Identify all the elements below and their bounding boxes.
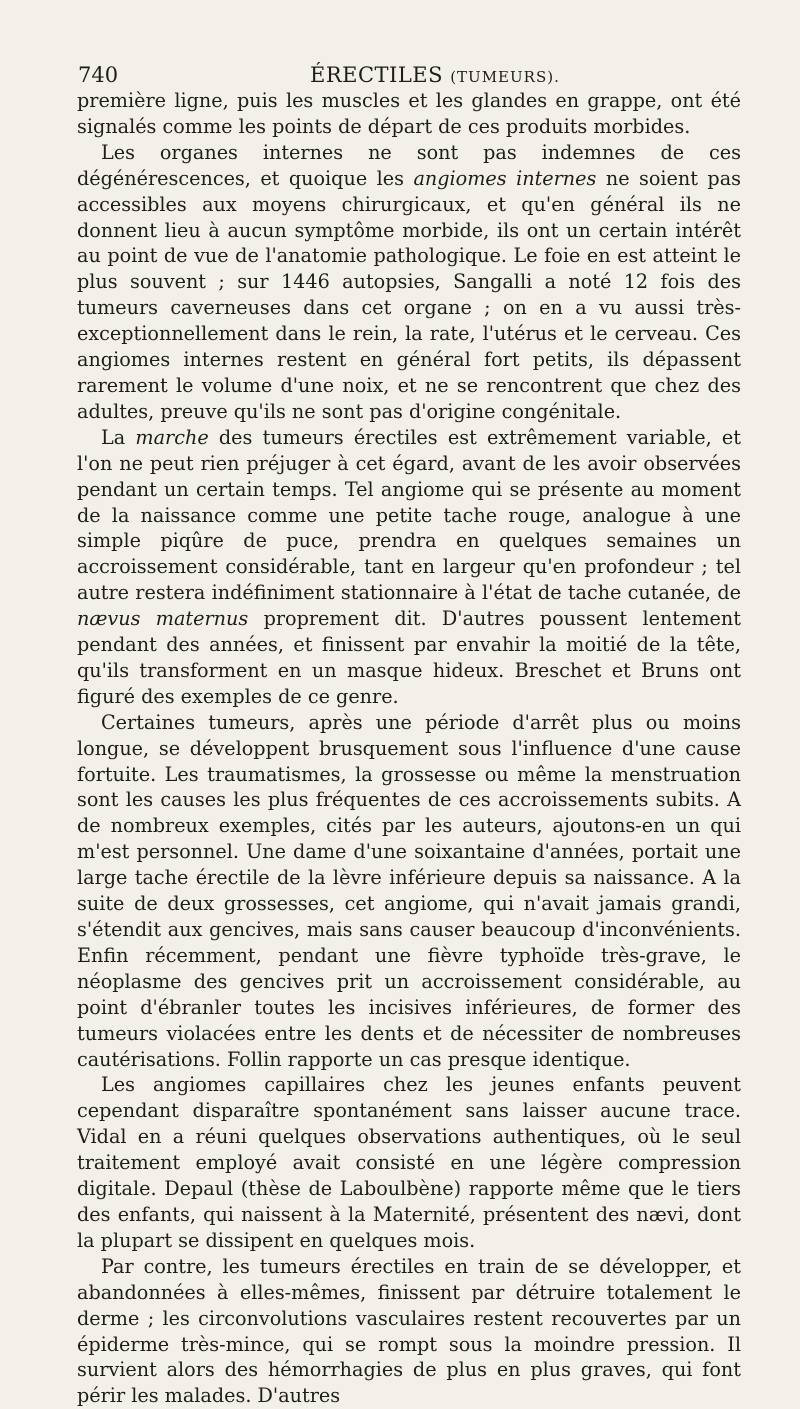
running-title-main: ÉRECTILES: [310, 63, 444, 87]
page-number: 740: [78, 63, 119, 87]
paragraph-1: première ligne, puis les muscles et les glandes en grappe, ont été signalés comme les points de départ de ces produits morbides.: [77, 89, 741, 138]
running-title-sub: (TUMEURS).: [450, 68, 560, 86]
paragraph-2: [77, 140, 741, 425]
paragraph-2-text-b: ne soient pas accessibles aux moyens chirurgicaux, et qu'en général ils ne donnent lieu à aucun symptôme morbide, ils ont un certain intérêt au point de vue de l'anatomie pathologique. Le foie en est atteint le plus souvent ; sur 1446 autopsies, Sangalli a noté 12 fois des tumeurs caverneuses dans cet organe ; on en a vu aussi très-exceptionnellement dans le rein, la rate, l'utérus et le cerveau. Ces angiomes internes restent en général fort petits, ils dépassent rarement le volume d'une noix, et ne se rencontrent que chez des adultes, preuve qu'ils ne sont pas d'origine congénitale.: [77, 166, 741, 423]
paragraph-2-emphasis: angiomes internes: [413, 166, 597, 190]
paragraph-3: [77, 425, 741, 710]
running-header: [78, 60, 740, 90]
paragraph-6: Par contre, les tumeurs érectiles en train de se développer, et abandonnées à elles-mêmes, finissent par détruire totalement le derme ; les circonvolutions vasculaires restent recouvertes par un épiderme très-mince, qui se rompt sous la moindre pression. Il survient alors des hémorrhagies de plus en plus graves, qui font périr les malades. D'autres: [77, 1254, 741, 1408]
paragraph-3-emphasis-2: nævus maternus: [77, 607, 249, 631]
paragraph-4: Certaines tumeurs, après une période d'arrêt plus ou moins longue, se développent brusquement sous l'influence d'une cause fortuite. Les traumatismes, la grossesse ou même la menstruation sont les causes les plus fréquentes de ces accroissements subits. A de nombreux exemples, cités par les auteurs, ajoutons-en un qui m'est personnel. Une dame d'une soixantaine d'années, portait une large tache érectile de la lèvre inférieure depuis sa naissance. A la suite de deux grossesses, cet angiome, qui n'avait jamais grandi, s'étendit aux gencives, mais sans causer beaucoup d'inconvénients. Enfin récemment, pendant une fièvre typhoïde très-grave, le néoplasme des gencives prit un accroissement considérable, au point d'ébranler toutes les incisives inférieures, de former des tumeurs violacées entre les dents et de nécessiter de nombreuses cautérisations. Follin rapporte un cas presque identique.: [77, 710, 741, 1071]
paragraph-3-emphasis-1: marche: [135, 425, 209, 449]
paragraph-5: Les angiomes capillaires chez les jeunes enfants peuvent cependant disparaître spontanément sans laisser aucune trace. Vidal en a réuni quelques observations authentiques, où le seul traitement employé avait consisté en une légère compression digitale. Depaul (thèse de Laboulbène) rapporte même que le tiers des enfants, qui naissent à la Maternité, présentent des nævi, dont la plupart se dissipent en quelques mois.: [77, 1073, 741, 1252]
body-text: [77, 88, 741, 1409]
paragraph-3-text-c: proprement dit. D'autres poussent lentement pendant des années, et finissent par envahir la moitié de la tête, qu'ils transforment en un masque hideux. Breschet et Bruns ont figuré des exemples de ce genre.: [77, 607, 741, 708]
paragraph-2-text-a: Les organes internes ne sont pas indemnes de ces dégénérescences, et quoique les: [77, 140, 741, 190]
paragraph-3-text-b: des tumeurs érectiles est extrêmement variable, et l'on ne peut rien préjuger à cet égard, avant de les avoir observées pendant un certain temps. Tel angiome qui se présente au moment de la naissance comme une petite tache rouge, analogue à une simple piqûre de puce, prendra en quelques semaines un accroissement considérable, tant en largeur qu'en profondeur ; tel autre restera indéfiniment stationnaire à l'état de tache cutanée, de: [77, 425, 741, 605]
paragraph-3-text-a: La: [101, 425, 136, 449]
